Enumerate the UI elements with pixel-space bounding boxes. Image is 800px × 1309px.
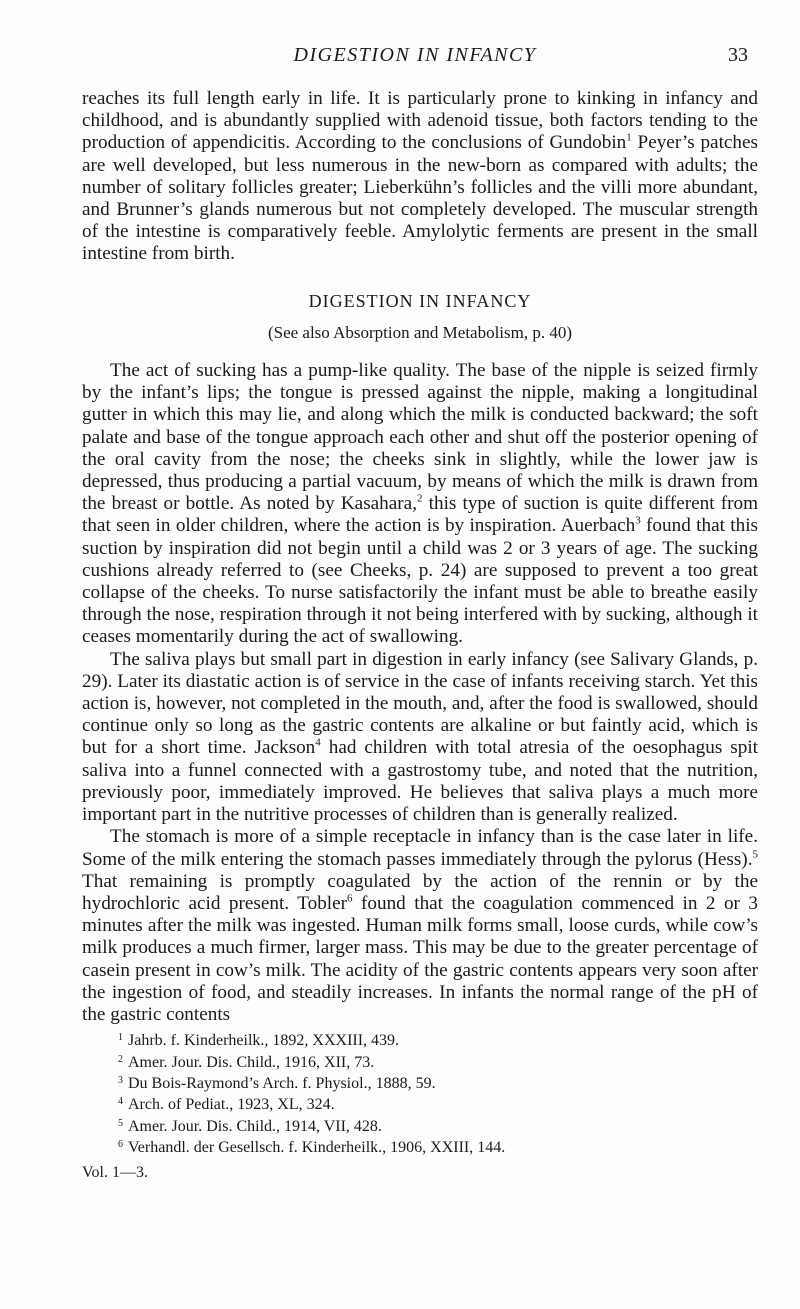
footnote [118,1051,758,1072]
footnote-text: Arch. of Pediat., 1923, XL, 324. [128,1096,335,1114]
text-run: The stomach is more of a simple receptacle in infancy than is the case later in life. Some of the milk entering the stomach passes immediately through the pylorus (Hess). [82,826,758,870]
text-run: The act of sucking has a pump-like quality. The base of the nipple is seized firmly by the infant’s lips; the tongue is pressed against the nipple, making a longitudinal gutter in which this may lie, and along which the milk is conducted backward; the soft palate and base of the tongue approach each other and shut off the posterior opening of the oral cavity from the nose; the cheeks sink in slightly, while the lower jaw is depressed, thus producing a partial vacuum, by means of which the milk is drawn from the breast or bottle. As noted by Kasahara, [82,360,758,515]
footnote-number: 2 [118,1053,123,1065]
footnote-number: 5 [118,1117,123,1129]
text-run: Peyer’s patches are well developed, but less numerous in the new-born as compared with adults; the number of solitary follicles greater; Lieberkühn’s follicles and the villi more abundant, and Brunner’s glands numerous but not completely developed. The muscular strength of the intestine is comparatively feeble. Amylolytic ferments are present in the small intestine from birth. [82,132,759,265]
footnote-number: 1 [118,1032,123,1044]
text-run: That remaining is promptly coagulated by the action of the rennin or by the hydrochloric acid present. Tobler [82,870,758,914]
text-run: this type of suction is quite different from that seen in older children, where the action is by inspiration. Auerbach [82,493,758,537]
text-run: reaches its full length early in life. It is particularly prone to kinking in infancy and childhood, and is abundantly supplied with adenoid tissue, both factors tending to the production of appendicitis. According to the conclusions of Gundobin [82,88,758,154]
footnote-text: Du Bois-Raymond’s Arch. f. Physiol., 1888, 59. [128,1074,436,1092]
footnote [118,1115,758,1136]
footnote-text: Amer. Jour. Dis. Child., 1914, VII, 428. [128,1117,382,1135]
footnote-ref: 6 [347,892,353,905]
running-head-title: DIGESTION IN INFANCY [293,44,537,66]
footnote [118,1093,758,1114]
body-text [82,88,758,1184]
footnote-number: 4 [118,1096,123,1108]
footnote [118,1029,758,1050]
footnote [118,1072,758,1093]
text-run: had children with total atresia of the oesophagus spit saliva into a funnel connected with a gastrostomy tube, and noted that the nutrition, previously poor, immediately improved. He believes that saliva plays a much more important part in the nutritive processes of children than is generally realized. [82,737,758,826]
paragraph [82,649,758,827]
paragraph [82,360,758,649]
footnote-number: 3 [118,1074,123,1086]
footnote [118,1136,758,1157]
section-subheading: (See also Absorption and Metabolism, p. 40) [267,322,573,342]
text-run: The saliva plays but small part in digestion in early infancy (see Salivary Glands, p. 29). Later its diastatic action is of service in the case of infants receiving starch. Yet this action is, however, not completed in the mouth, and, after the food is swallowed, should continue only so long as the gastric contents are alkaline or but faintly acid, which is but for a short time. Jackson [82,648,758,759]
footnote-ref: 4 [315,736,321,749]
section-heading: DIGESTION IN INFANCY [308,290,532,311]
paragraph [82,826,758,1026]
footnote-text: Jahrb. f. Kinderheilk., 1892, XXXIII, 439. [128,1032,400,1050]
page-number: 33 [728,44,748,66]
footnote-number: 6 [118,1139,123,1151]
running-head [82,44,748,74]
footnote-text: Amer. Jour. Dis. Child., 1916, XII, 73. [128,1053,375,1071]
footnote-ref: 2 [417,492,423,505]
text-run: found that this suction by inspiration did not begin until a child was 2 or 3 years of age. The sucking cushions already referred to (see Cheeks, p. 24) are supposed to prevent a too great collapse of the cheeks. To nurse satisfactorily the infant must be able to breathe easily through the nose, respiration through it not being interfered with by sucking, although it ceases momentarily during the act of swallowing. [82,515,758,648]
footnote-ref: 3 [635,514,641,527]
paragraph [82,88,758,266]
footnote-ref: 5 [752,847,758,860]
footnotes [82,1029,758,1157]
text-run: found that the coagulation commenced in 2 or 3 minutes after the milk was ingested. Human milk forms small, loose curds, while cow’s milk produces a much firmer, larger mass. This may be due to the greater percentage of casein present in cow’s milk. The acidity of the gastric contents appears very soon after the ingestion of food, and steadily increases. In infants the normal range of the pH of the gastric contents [82,892,758,1025]
volume-label: Vol. 1—3. [82,1163,148,1181]
footnote-ref: 1 [626,131,632,144]
footnote-text: Verhandl. der Gesellsch. f. Kinderheilk., 1906, XXIII, 144. [128,1139,506,1157]
